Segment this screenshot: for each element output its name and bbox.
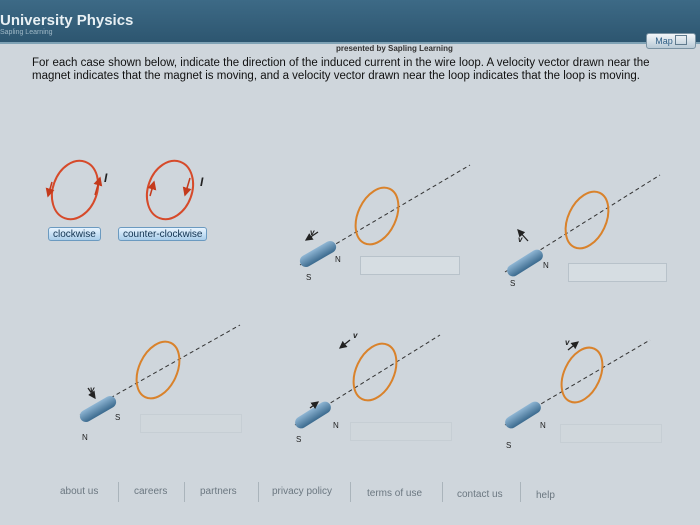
footer-link-privacy-policy[interactable]: privacy policy [272,486,333,497]
footer-link-careers[interactable]: careers [134,486,168,497]
footer-separator [520,482,521,502]
footer-link-help[interactable]: help [536,490,555,501]
footer-separator [118,482,119,502]
counter-clockwise-button[interactable]: counter-clockwise [118,227,207,241]
legend-clockwise-loop [44,154,108,225]
south-label: S [506,441,512,450]
footer-separator [350,482,351,502]
footer-link-partners[interactable]: partners [200,486,237,497]
clockwise-button[interactable]: clockwise [48,227,101,241]
presented-by: presented by Sapling Learning [336,44,453,53]
south-label: S [296,435,302,444]
question-instructions: For each case shown below, indicate the direction of the induced current in the wire loop. A velocity vector drawn near the magnet indicates that the magnet is moving, and a velocity vector drawn near the loop indicates that the loop is moving. [32,57,650,82]
app-subtitle: Sapling Learning [0,29,53,36]
footer-link-terms-of-use[interactable]: terms of use [367,488,423,499]
app-title: University Physics [0,12,134,29]
case-3-answer-box[interactable] [140,414,242,433]
footer-separator [442,482,443,502]
map-label: Map [655,36,673,46]
footer-separator [258,482,259,502]
south-label: S [510,279,516,288]
footer-separator [184,482,185,502]
north-label: N [335,255,341,264]
footer-link-contact-us[interactable]: contact us [457,489,503,500]
north-label: N [543,261,549,270]
case-5-answer-box[interactable] [560,424,662,443]
south-label: S [306,273,312,282]
case-4-answer-box[interactable] [350,422,452,441]
magnet [298,239,339,269]
magnet [505,247,545,278]
footer-link-about-us[interactable]: about us [60,486,99,497]
magnet [293,399,333,430]
legend-counterclockwise-loop [139,154,204,225]
north-label: N [333,421,339,430]
current-label: I [104,171,108,185]
north-label: N [540,421,546,430]
velocity-label: v [310,228,315,237]
current-label: I [200,175,204,189]
south-label: S [115,413,121,422]
north-label: N [82,433,88,442]
case-1-answer-box[interactable] [360,256,460,275]
case-2-answer-box[interactable] [568,263,667,282]
velocity-label: v [518,235,523,244]
velocity-label: v [90,385,95,394]
velocity-label: v [565,338,570,347]
magnet [78,394,119,424]
velocity-label: v [353,331,358,340]
magnet [503,399,543,430]
